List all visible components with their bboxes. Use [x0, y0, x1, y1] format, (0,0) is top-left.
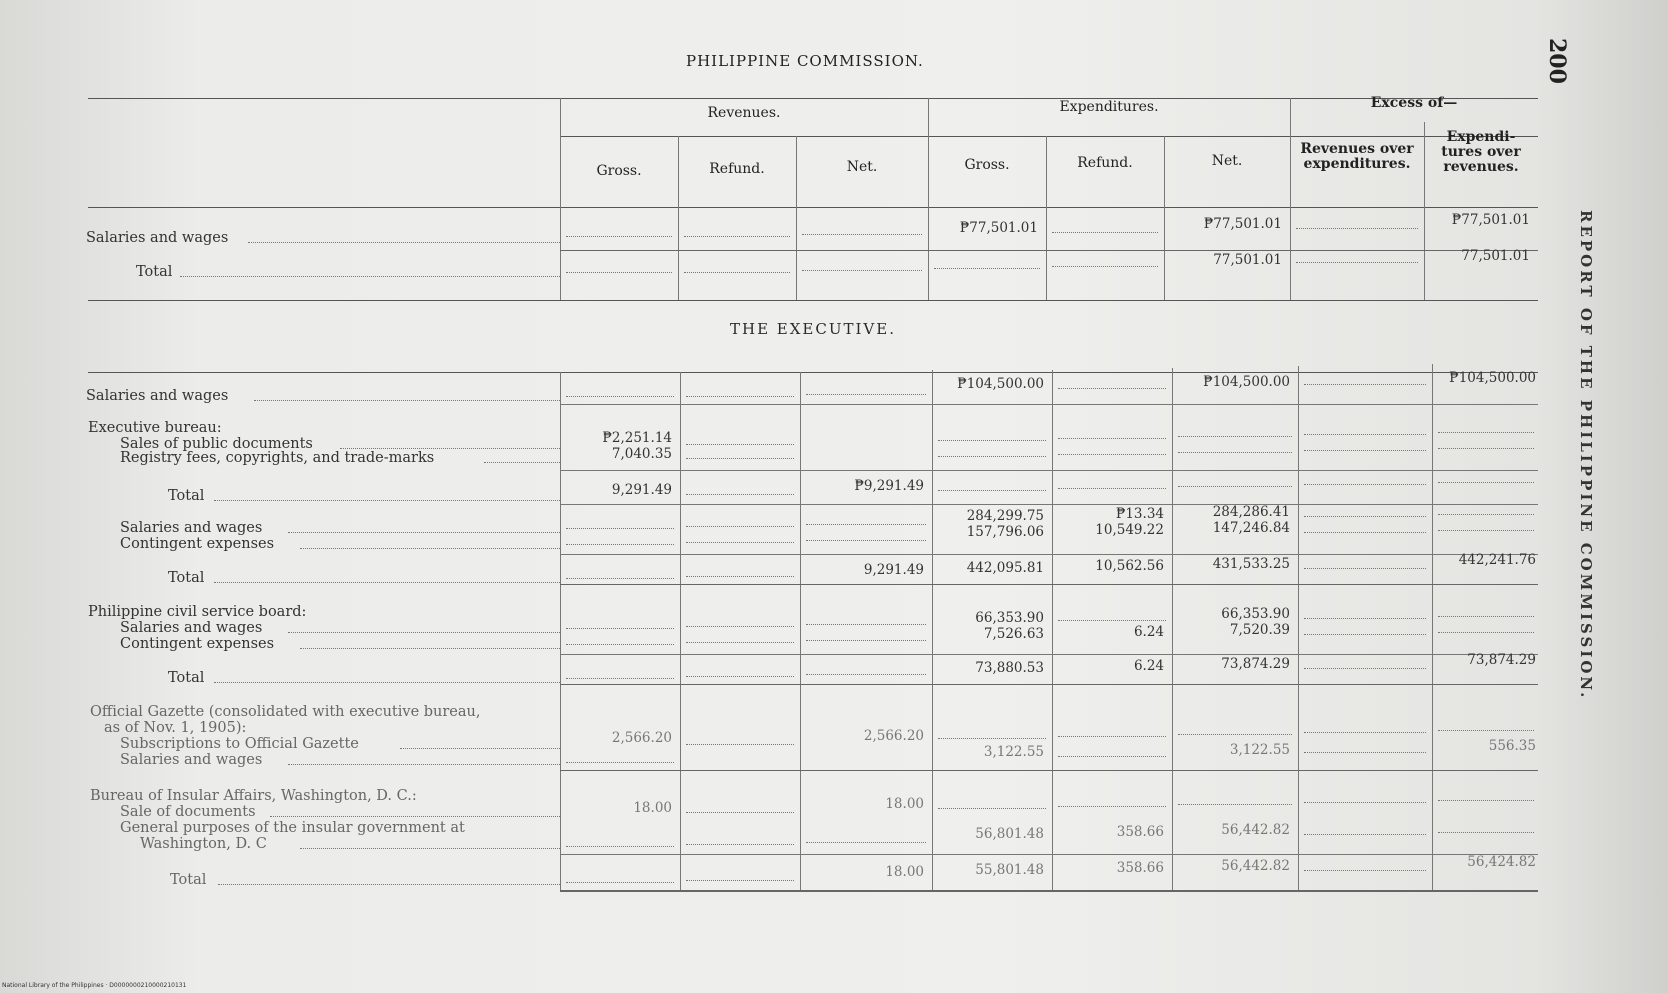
leader-dots: [1058, 388, 1166, 389]
leader-dots: [686, 676, 794, 677]
og-sub-rev-net: 2,566.20: [863, 728, 924, 744]
og-sw-exp-gross: 3,122.55: [983, 744, 1044, 760]
leader-dots: [1178, 804, 1292, 805]
header-bottom-rule: [88, 207, 1538, 208]
commission-salaries-exp-gross: ₱77,501.01: [959, 220, 1038, 236]
leader-dots: [686, 642, 794, 643]
csb-total-exp-refund: 6.24: [1133, 658, 1164, 674]
exec-total1-rev-gross: 9,291.49: [611, 482, 672, 498]
leader-dots: [566, 528, 674, 529]
csb-total-exp-over-rev: 73,874.29: [1467, 652, 1536, 668]
row-rule: [560, 504, 1538, 505]
csb-label: Philippine civil service board:: [88, 604, 307, 620]
header-rev-gross: Gross.: [596, 163, 642, 179]
col-divider: [560, 98, 561, 300]
exec-sw-exp-gross: 284,299.75: [966, 508, 1044, 524]
col-divider: [678, 136, 679, 300]
leader-dots: [1052, 266, 1158, 267]
leader-dots: [686, 576, 794, 577]
leader-dots: [1304, 384, 1426, 385]
bia-total-exp-gross: 55,801.48: [975, 862, 1044, 878]
row-rule: [560, 654, 1538, 655]
leader-dots: [218, 884, 560, 885]
bia-gp-exp-net: 56,442.82: [1221, 822, 1290, 838]
leader-dots: [1304, 870, 1426, 871]
leader-dots: [1178, 436, 1292, 437]
exec-total2-exp-gross: 442,095.81: [966, 560, 1044, 576]
og-sw-exp-over-rev: 556.35: [1488, 738, 1536, 754]
leader-dots: [806, 842, 926, 843]
leader-dots: [1304, 568, 1426, 569]
leader-dots: [1438, 530, 1534, 531]
csb-ce-label: Contingent expenses: [120, 636, 275, 652]
row-rule: [560, 404, 1538, 405]
leader-dots: [566, 846, 674, 847]
col-divider: [1298, 366, 1299, 892]
commission-salaries-label: Salaries and wages: [86, 230, 229, 246]
csb-sw-label: Salaries and wages: [120, 620, 263, 636]
header-rev-over-exp: [1290, 142, 1424, 172]
csb-ce-exp-refund: 6.24: [1133, 624, 1164, 640]
leader-dots: [214, 582, 560, 583]
leader-dots: [254, 400, 560, 401]
exec-ce-exp-refund: 10,549.22: [1095, 522, 1164, 538]
exec-sw-label: Salaries and wages: [120, 520, 263, 536]
leader-dots: [686, 542, 794, 543]
leader-dots: [1304, 516, 1426, 517]
leader-dots: [566, 644, 674, 645]
col-divider: [680, 372, 681, 892]
leader-dots: [686, 526, 794, 527]
leader-dots: [566, 762, 674, 763]
leader-dots: [300, 548, 560, 549]
leader-dots: [938, 456, 1046, 457]
leader-dots: [288, 764, 560, 765]
leader-dots: [1438, 632, 1534, 633]
leader-dots: [802, 270, 922, 271]
leader-dots: [566, 272, 672, 273]
leader-dots: [1058, 736, 1166, 737]
header-exp-net: Net.: [1211, 153, 1243, 169]
bia-total-rev-net: 18.00: [885, 864, 924, 880]
header-revenues: Revenues.: [707, 105, 781, 121]
row-rule: [560, 470, 1538, 471]
page-title: PHILIPPINE COMMISSION.: [686, 52, 924, 70]
table2-bottom-rule: [560, 890, 1538, 892]
leader-dots: [214, 682, 560, 683]
leader-dots: [686, 444, 794, 445]
exec-salaries-exp-over-rev: ₱104,500.00: [1449, 370, 1536, 386]
exec-salaries-exp-gross: ₱104,500.00: [957, 376, 1044, 392]
col-divider: [928, 98, 929, 300]
leader-dots: [684, 272, 790, 273]
leader-dots: [566, 678, 674, 679]
leader-dots: [806, 524, 926, 525]
og-label-line1: Official Gazette (consolidated with executive bureau,: [90, 704, 481, 720]
exec-total2-exp-refund: 10,562.56: [1095, 558, 1164, 574]
leader-dots: [1296, 228, 1418, 229]
table1-bottom-rule: [88, 300, 1538, 301]
leader-dots: [938, 490, 1046, 491]
leader-dots: [686, 812, 794, 813]
header-exp-over-rev-line3: revenues.: [1443, 159, 1519, 175]
exec-sales-label: Sales of public documents: [120, 436, 313, 452]
leader-dots: [1304, 434, 1426, 435]
leader-dots: [1304, 668, 1426, 669]
col-divider: [1290, 98, 1291, 300]
header-exp-gross: Gross.: [964, 157, 1010, 173]
bia-total-exp-over-rev: 56,424.82: [1467, 854, 1536, 870]
csb-total-label: Total: [168, 670, 205, 686]
bia-gp-exp-refund: 358.66: [1116, 824, 1164, 840]
exec-bureau-label: Executive bureau:: [88, 420, 222, 436]
leader-dots: [1058, 756, 1166, 757]
leader-dots: [1058, 438, 1166, 439]
leader-dots: [288, 532, 560, 533]
header-exp-refund: Refund.: [1077, 155, 1133, 171]
og-label-line2: as of Nov. 1, 1905):: [104, 720, 247, 736]
leader-dots: [300, 848, 560, 849]
leader-dots: [806, 394, 926, 395]
commission-total-exp-over-rev: 77,501.01: [1461, 248, 1530, 264]
csb-sw-exp-gross: 66,353.90: [975, 610, 1044, 626]
leader-dots: [684, 236, 790, 237]
leader-dots: [1304, 484, 1426, 485]
bia-total-label: Total: [170, 872, 207, 888]
commission-total-exp-net: 77,501.01: [1213, 252, 1282, 268]
leader-dots: [938, 808, 1046, 809]
leader-dots: [484, 462, 560, 463]
exec-ce-exp-net: 147,246.84: [1212, 520, 1290, 536]
leader-dots: [1178, 452, 1292, 453]
leader-dots: [1058, 806, 1166, 807]
leader-dots: [806, 540, 926, 541]
leader-dots: [566, 396, 674, 397]
leader-dots: [1438, 616, 1534, 617]
leader-dots: [270, 816, 560, 817]
leader-dots: [288, 632, 560, 633]
leader-dots: [806, 640, 926, 641]
exec-salaries-exp-net: ₱104,500.00: [1203, 374, 1290, 390]
header-rev-over-exp-line1: Revenues over: [1300, 141, 1414, 157]
leader-dots: [802, 234, 922, 235]
leader-dots: [686, 396, 794, 397]
exec-registry-label: Registry fees, copyrights, and trade-marks: [120, 450, 435, 466]
header-exp-over-rev-line2: tures over: [1441, 144, 1521, 160]
bia-gp-label-line1: General purposes of the insular government at: [120, 820, 465, 836]
row-rule: [560, 854, 1538, 855]
exec-total2-exp-net: 431,533.25: [1212, 556, 1290, 572]
header-exp-over-rev-line1: Expendi-: [1446, 129, 1516, 145]
row-rule: [560, 684, 1538, 685]
row-rule: [560, 770, 1538, 771]
commission-salaries-exp-net: ₱77,501.01: [1203, 216, 1282, 232]
leader-dots: [1058, 454, 1166, 455]
exec-salaries-label: Salaries and wages: [86, 388, 229, 404]
bia-doc-rev-net: 18.00: [885, 796, 924, 812]
leader-dots: [1438, 432, 1534, 433]
csb-sw-exp-net: 66,353.90: [1221, 606, 1290, 622]
header-exp-over-rev: [1424, 130, 1538, 175]
leader-dots: [1178, 486, 1292, 487]
leader-dots: [938, 440, 1046, 441]
exec-total1-label: Total: [168, 488, 205, 504]
header-excess: Excess of—: [1370, 95, 1458, 111]
leader-dots: [686, 494, 794, 495]
header-expenditures: Expenditures.: [1059, 99, 1159, 115]
leader-dots: [934, 268, 1040, 269]
leader-dots: [1304, 634, 1426, 635]
leader-dots: [686, 626, 794, 627]
exec-registry-rev-gross: 7,040.35: [611, 446, 672, 462]
leader-dots: [566, 236, 672, 237]
exec-total1-rev-net: ₱9,291.49: [854, 478, 924, 494]
leader-dots: [248, 242, 560, 243]
leader-dots: [214, 500, 560, 501]
og-sub-label: Subscriptions to Official Gazette: [120, 736, 359, 752]
row-rule: [560, 554, 1538, 555]
leader-dots: [1304, 450, 1426, 451]
leader-dots: [300, 648, 560, 649]
exec-sales-rev-gross: ₱2,251.14: [602, 430, 672, 446]
page-number: 200: [1544, 38, 1570, 84]
leader-dots: [1058, 620, 1166, 621]
leader-dots: [686, 844, 794, 845]
bia-gp-label-line2: Washington, D. C: [140, 836, 267, 852]
leader-dots: [180, 276, 560, 277]
csb-ce-exp-gross: 7,526.63: [983, 626, 1044, 642]
csb-ce-exp-net: 7,520.39: [1229, 622, 1290, 638]
bia-gp-exp-gross: 56,801.48: [975, 826, 1044, 842]
leader-dots: [1304, 532, 1426, 533]
og-sub-rev-gross: 2,566.20: [611, 730, 672, 746]
table2-top-rule: [88, 372, 1538, 373]
bia-doc-label: Sale of documents: [120, 804, 256, 820]
leader-dots: [806, 624, 926, 625]
leader-dots: [566, 882, 674, 883]
exec-total2-rev-net: 9,291.49: [863, 562, 924, 578]
header-rev-over-exp-line2: expenditures.: [1303, 156, 1411, 172]
leader-dots: [806, 674, 926, 675]
og-sw-exp-net: 3,122.55: [1229, 742, 1290, 758]
leader-dots: [1438, 482, 1534, 483]
exec-sw-exp-net: 284,286.41: [1212, 504, 1290, 520]
leader-dots: [1178, 734, 1292, 735]
leader-dots: [1304, 834, 1426, 835]
og-sw-label: Salaries and wages: [120, 752, 263, 768]
header-sub-rule: [560, 136, 1538, 137]
exec-sw-exp-refund: ₱13.34: [1115, 506, 1164, 522]
leader-dots: [686, 880, 794, 881]
exec-total2-label: Total: [168, 570, 205, 586]
header-rev-net: Net.: [846, 159, 878, 175]
commission-salaries-exp-over-rev: ₱77,501.01: [1451, 212, 1530, 228]
csb-total-exp-net: 73,874.29: [1221, 656, 1290, 672]
section-title: THE EXECUTIVE.: [730, 320, 896, 338]
leader-dots: [1304, 732, 1426, 733]
bia-label: Bureau of Insular Affairs, Washington, D. C.:: [90, 788, 417, 804]
leader-dots: [1304, 802, 1426, 803]
exec-ce-exp-gross: 157,796.06: [966, 524, 1044, 540]
leader-dots: [1304, 752, 1426, 753]
csb-total-exp-gross: 73,880.53: [975, 660, 1044, 676]
commission-total-label: Total: [136, 264, 173, 280]
leader-dots: [1438, 514, 1534, 515]
leader-dots: [938, 738, 1046, 739]
leader-dots: [1052, 232, 1158, 233]
leader-dots: [1438, 448, 1534, 449]
exec-ce-label: Contingent expenses: [120, 536, 275, 552]
leader-dots: [1438, 832, 1534, 833]
bia-doc-rev-gross: 18.00: [633, 800, 672, 816]
row-rule: [560, 250, 1538, 251]
leader-dots: [1438, 800, 1534, 801]
leader-dots: [400, 748, 560, 749]
bia-total-exp-net: 56,442.82: [1221, 858, 1290, 874]
leader-dots: [686, 744, 794, 745]
running-head: REPORT OF THE PHILIPPINE COMMISSION.: [1577, 210, 1595, 701]
leader-dots: [686, 458, 794, 459]
col-divider: [800, 372, 801, 892]
leader-dots: [566, 628, 674, 629]
col-divider: [560, 372, 561, 892]
bia-total-exp-refund: 358.66: [1116, 860, 1164, 876]
exec-total2-exp-over-rev: 442,241.76: [1458, 552, 1536, 568]
leader-dots: [1304, 618, 1426, 619]
header-rev-refund: Refund.: [709, 161, 765, 177]
leader-dots: [566, 544, 674, 545]
row-rule: [560, 584, 1538, 585]
leader-dots: [1296, 262, 1418, 263]
leader-dots: [1058, 488, 1166, 489]
leader-dots: [1438, 730, 1534, 731]
leader-dots: [340, 448, 560, 449]
scan-footer: National Library of the Philippines · D0000000210000210131: [2, 982, 187, 989]
leader-dots: [566, 578, 674, 579]
col-divider: [1432, 364, 1433, 892]
